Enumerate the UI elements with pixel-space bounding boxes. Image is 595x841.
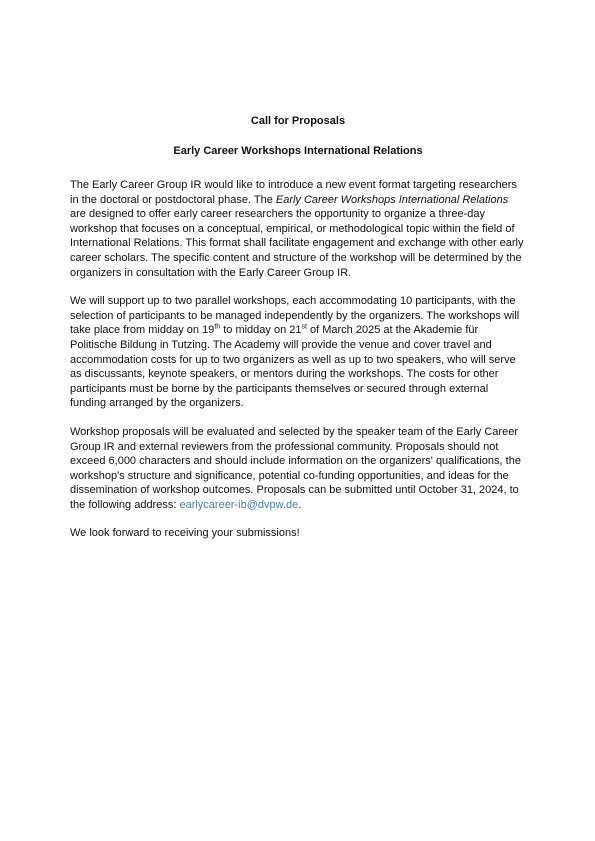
subheading-workshops: Early Career Workshops International Relations [173, 145, 423, 157]
paragraph-evaluation-text-2: . [298, 498, 302, 511]
paragraph-support-text-3: of March 2025 at the Akademie für Politische Bildung in Tutzing. The Academy will provide the venue and cover travel and accommodation costs for up to two organizers as well as up to two speakers, who will serve as discussants, keynote speakers, or mentors during the workshops. The costs for other participants must be borne by the participants themselves or secured through external funding arranged by the organizers. [70, 324, 516, 410]
paragraph-introduction-text-1: The Early Career Group IR would like to introduce a new event format targeting researchers in the doctoral or postdoctoral phase. The [70, 179, 517, 206]
workshop-name-italic: Early Career Workshops International Relations [275, 193, 509, 206]
email-link[interactable]: earlycareer-ib@dvpw.de [179, 498, 299, 511]
ordinal-suffix-st: st [301, 323, 307, 331]
paragraph-support-details [70, 294, 526, 411]
paragraph-evaluation-text-1: Workshop proposals will be evaluated and selected by the speaker team of the Early Career Group IR and external reviewers from the professional community. Proposals should not exceed 6,000 characters and should include information on the organizers' qualifications, the workshop's structure and significance, potential co-funding opportunities, and ideas for the dissemination of workshop outcomes. Proposals can be submitted until October 31, 2024, to the following address: [70, 425, 521, 511]
ordinal-suffix-th: th [214, 323, 221, 331]
document-body [70, 114, 526, 541]
paragraph-introduction-text-2: are designed to offer early career researchers the opportunity to organize a three-day workshop that focuses on a conceptual, empirical, or methodological topic within the field of International Relations. This format shall facilitate engagement and exchange with other early career scholars. The specific content and structure of the workshop will be determined by the organizers in consultation with the Early Career Group IR. [70, 208, 524, 279]
paragraph-closing: We look forward to receiving your submissions! [70, 527, 300, 540]
paragraph-support-text-1: We will support up to two parallel workshops, each accommodating 10 participants, with the selection of participants to be managed independently by the organizers. The workshops will take place from midday on 19 [70, 295, 520, 337]
paragraph-introduction [70, 178, 526, 280]
paragraph-support-text-2: to midday on 21 [220, 324, 302, 337]
paragraph-evaluation [70, 425, 526, 513]
heading-call-for-proposals: Call for Proposals [250, 115, 346, 127]
